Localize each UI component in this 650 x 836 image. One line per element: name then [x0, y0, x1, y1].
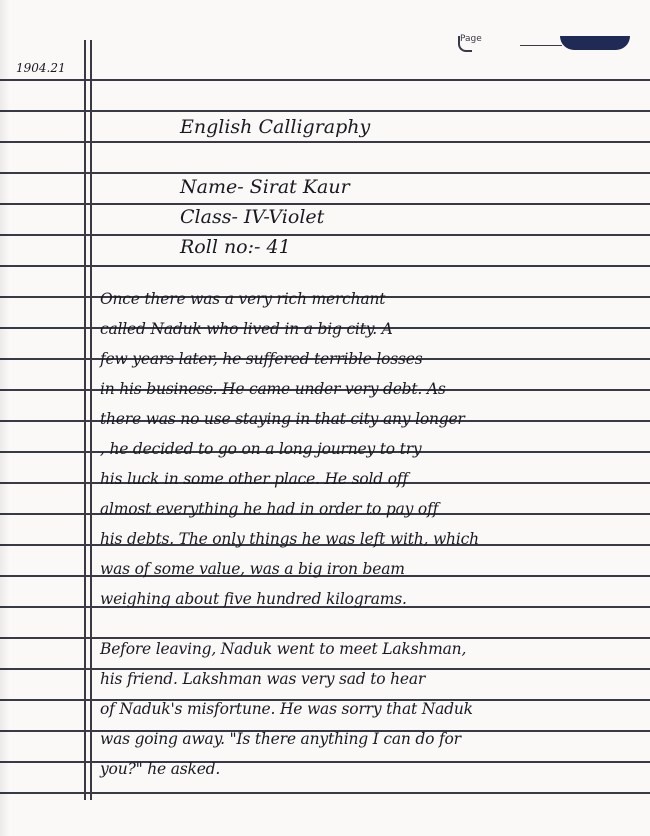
margin-line-inner — [90, 40, 92, 800]
paragraph-1-line: was of some value, was a big iron beam — [100, 560, 405, 578]
student-roll: Roll no:- 41 — [180, 236, 291, 258]
student-class: Class- IV-Violet — [180, 206, 325, 228]
paragraph-1-line: his luck in some other place. He sold off — [100, 470, 408, 488]
paragraph-2-line: was going away. "Is there anything I can do for — [100, 730, 461, 748]
paragraph-1-line: there was no use staying in that city any longer — [100, 410, 465, 428]
paragraph-1-line: few years later, he suffered terrible losses — [100, 350, 423, 368]
paragraph-1-line: in his business. He came under very debt. As — [100, 380, 446, 398]
page-title: English Calligraphy — [180, 116, 371, 138]
paragraph-1-line: his debts. The only things he was left with, which — [100, 530, 479, 548]
student-name: Name- Sirat Kaur — [180, 176, 350, 198]
paragraph-1-line: , he decided to go on a long journey to try — [100, 440, 422, 458]
paragraph-1-line: Once there was a very rich merchant — [100, 290, 386, 308]
paragraph-2-line: Before leaving, Naduk went to meet Lakshman, — [100, 640, 467, 658]
date: 1904.21 — [16, 61, 66, 75]
paragraph-1-line: weighing about five hundred kilograms. — [100, 590, 407, 608]
page-number-line — [520, 45, 562, 46]
page-label: Page — [460, 34, 482, 44]
paragraph-2-line: you?" he asked. — [100, 760, 221, 778]
paragraph-2-line: of Naduk's misfortune. He was sorry that Naduk — [100, 700, 473, 718]
paragraph-1-line: almost everything he had in order to pay off — [100, 500, 439, 518]
page-shadow — [0, 0, 10, 836]
paragraph-1-line: called Naduk who lived in a big city. A — [100, 320, 393, 338]
page-top-strip — [0, 0, 650, 40]
page-corner-decoration — [560, 36, 630, 50]
paragraph-2-line: his friend. Lakshman was very sad to hear — [100, 670, 426, 688]
margin-line-outer — [84, 40, 86, 800]
